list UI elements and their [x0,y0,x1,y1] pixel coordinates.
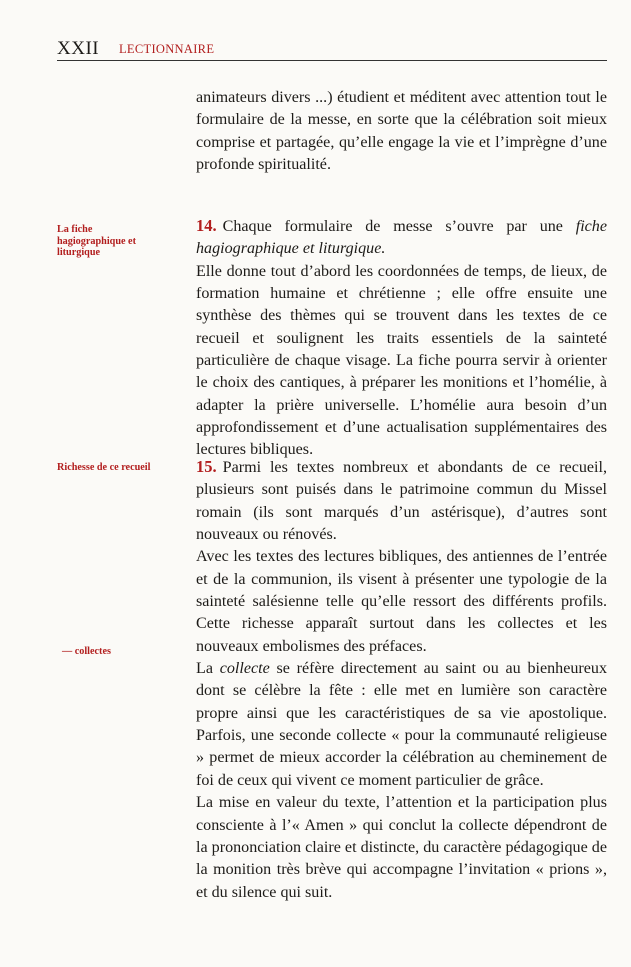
margin-note-collectes: — collectes [62,646,111,657]
running-title: LECTIONNAIRE [119,42,215,56]
margin-note-fiche: La fiche hagiographique et liturgique [57,224,136,258]
paragraph-15-intro [196,456,607,546]
paragraph-14-emphasis: fiche hagiographique et liturgique. [196,218,607,258]
margin-note-richesse: Richesse de ce recueil [57,462,151,473]
paragraph-continuation [196,87,607,176]
paragraph-15-lead: Parmi les textes nombreux et abondants de ce recueil, plusieurs sont puisés dans le patrimoine commun du Missel romain (ils sont marqués d’un astérisque), d’autres sont nouveaux ou rénovés. [196,459,607,544]
collecte-emphasis: collecte [219,660,270,678]
paragraph-14 [196,215,607,462]
collecte-body: se réfère directement au saint ou au bienheureux dont se célèbre la fête : elle met en lumière son caractère propre ainsi que les caractéristiques de sa vie apostolique. Parfois, une seconde collecte « pour la communauté religieuse » permet de mieux accorder la célébration au cheminement de foi de ceux qui vivent ce moment particulier de grâce. [196,660,607,789]
paragraph-collecte [196,658,607,792]
page-number: XXII [57,38,100,59]
collecte-lead: La [196,660,220,678]
running-header [57,38,607,61]
paragraph-15 [196,456,607,904]
paragraph-number: 14. [196,216,217,235]
paragraph-amen: La mise en valeur du texte, l’attention et la participation plus consciente à l’« Amen » qui conclut la collecte dépendront de la prononciation claire et distincte, du caractère pédagogique de la monition très brève qui accompagne l’invitation « prions », et du silence qui suit. [196,794,607,901]
paragraph-text: animateurs divers ...) étudient et méditent avec attention tout le formulaire de la messe, en sorte que la célébration soit mieux comprise et partagée, qu’elle engage la vie et l’imprègne d’une profonde spiritualité. [196,89,607,174]
paragraph-14-intro [196,215,607,261]
paragraph-14-lead: Chaque formulaire de messe s’ouvre par une [222,218,576,235]
paragraph-number: 15. [196,457,217,476]
paragraph-14-body: Elle donne tout d’abord les coordonnées de temps, de lieux, de formation humaine et chrétienne ; elle offre ensuite une synthèse des thèmes qui se trouvent dans les textes de ce recueil et soulignent les traits essentiels de la sainteté particulière de chaque visage. La fiche pourra servir à orienter le choix des cantiques, à préparer les monitions et l’homélie, à adapter la prière universelle. L’homélie aura besoin d’un approfondissement et d’une actualisation supplémentaires des lectures bibliques. [196,262,607,459]
paragraph-15-body: Avec les textes des lectures bibliques, des antiennes de l’entrée et de la communion, ils visent à présenter une typologie de la sainteté salésienne telle qu’elle ressort des différents profils. Cette richesse apparaît surtout dans les collectes et les nouveaux embolismes des préfaces. [196,548,607,655]
